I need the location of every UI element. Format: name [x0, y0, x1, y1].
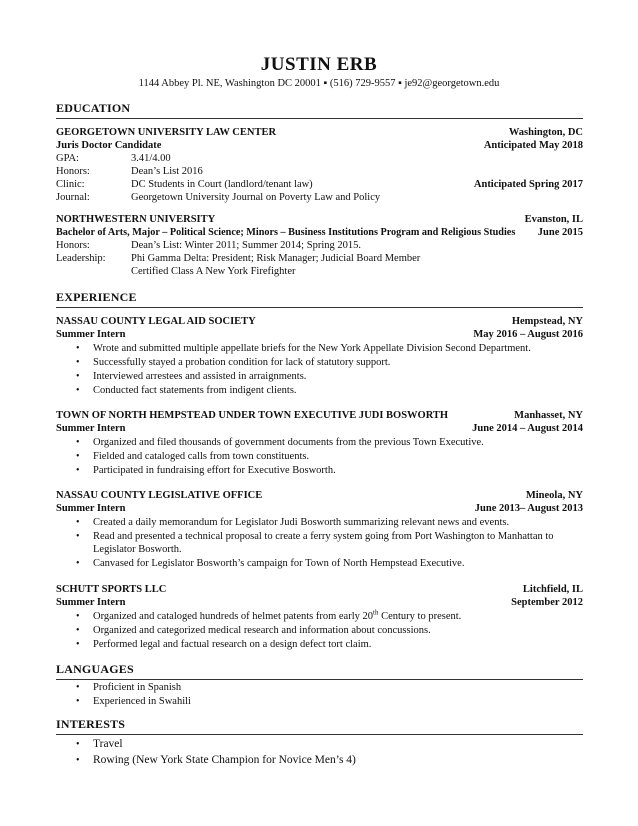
education-heading: EDUCATION — [56, 101, 583, 119]
interest-item: • Rowing (New York State Champion for Novice Men’s 4) — [76, 754, 356, 766]
northwestern-date: June 2015 — [537, 227, 583, 238]
job-date: September 2012 — [511, 597, 583, 608]
job-location: Manhasset, NY — [514, 410, 583, 421]
northwestern-location: Evanston, IL — [524, 214, 583, 225]
leadership-value: Phi Gamma Delta: President; Risk Manager; Judicial Board Member — [131, 253, 421, 264]
job-bullet: • Created a daily memorandum for Legislator Judi Bosworth summarizing relevant news and events. — [76, 517, 510, 528]
honors-label: Honors: — [56, 166, 90, 177]
job-bullet: • Canvased for Legislator Bosworth’s campaign for Town of North Hempstead Executive. — [76, 558, 465, 569]
job-location: Mineola, NY — [525, 490, 583, 501]
job-date: June 2014 – August 2014 — [472, 423, 583, 434]
interests-section — [56, 717, 583, 735]
leadership-label: Leadership: — [56, 253, 106, 264]
job-bullet: • Organized and filed thousands of government documents from the previous Town Executive. — [76, 437, 484, 448]
northwestern-school: NORTHWESTERN UNIVERSITY — [56, 214, 216, 225]
bullet-icon: • — [76, 755, 80, 766]
contact-line: 1144 Abbey Pl. NE, Washington DC 20001 ▪ (516) 729-9557 ▪ je92@georgetown.edu — [138, 78, 500, 89]
honors-value: Dean’s List 2016 — [131, 166, 203, 177]
education-section — [56, 101, 583, 119]
job-org: NASSAU COUNTY LEGAL AID SOCIETY — [56, 316, 256, 327]
interests-heading: INTERESTS — [56, 717, 583, 735]
job-org: NASSAU COUNTY LEGISLATIVE OFFICE — [56, 490, 263, 501]
job-location: Hempstead, NY — [511, 316, 583, 327]
interest-item: • Travel — [76, 738, 123, 750]
bullet-icon: • — [76, 465, 80, 476]
job-role: Summer Intern — [56, 597, 126, 608]
job-bullet: • Organized and categorized medical research and information about concussions. — [76, 625, 431, 636]
job-role: Summer Intern — [56, 329, 126, 340]
job-role: Summer Intern — [56, 503, 126, 514]
languages-heading: LANGUAGES — [56, 662, 583, 680]
job-bullet: • Organized and cataloged hundreds of helmet patents from early 20th Century to present. — [76, 608, 462, 622]
bullet-icon: • — [76, 385, 80, 396]
nw-honors-value: Dean’s List: Winter 2011; Summer 2014; Spring 2015. — [131, 240, 361, 251]
job-org: SCHUTT SPORTS LLC — [56, 584, 167, 595]
bullet-icon: • — [76, 625, 80, 636]
nw-honors-label: Honors: — [56, 240, 90, 251]
bullet-icon: • — [76, 531, 80, 542]
language-item: • Proficient in Spanish — [76, 682, 182, 693]
bullet-icon: • — [76, 517, 80, 528]
bullet-icon: • — [76, 343, 80, 354]
job-bullet: • Successfully stayed a probation condition for lack of statutory support. — [76, 357, 391, 368]
bullet-icon: • — [76, 682, 80, 693]
bullet-icon: • — [76, 357, 80, 368]
language-item: • Experienced in Swahili — [76, 696, 191, 707]
gpa-value: 3.41/4.00 — [131, 153, 171, 164]
experience-section — [56, 290, 583, 308]
bullet-icon: • — [76, 639, 80, 650]
job-bullet: • Participated in fundraising effort for Executive Bosworth. — [76, 465, 336, 476]
bullet-icon: • — [76, 739, 80, 750]
georgetown-date: Anticipated May 2018 — [483, 140, 583, 151]
job-bullet: • Wrote and submitted multiple appellate briefs for the New York Appellate Division Second Department. — [76, 343, 531, 354]
experience-heading: EXPERIENCE — [56, 290, 583, 308]
georgetown-school: GEORGETOWN UNIVERSITY LAW CENTER — [56, 127, 277, 138]
journal-value: Georgetown University Journal on Poverty Law and Policy — [131, 192, 381, 203]
georgetown-location: Washington, DC — [508, 127, 583, 138]
clinic-value: DC Students in Court (landlord/tenant law) — [131, 179, 313, 190]
bullet-icon: • — [76, 371, 80, 382]
leadership-value-2: Certified Class A New York Firefighter — [131, 266, 296, 277]
georgetown-degree: Juris Doctor Candidate — [56, 140, 162, 151]
job-location: Litchfield, IL — [522, 584, 583, 595]
clinic-label: Clinic: — [56, 179, 85, 190]
clinic-date: Anticipated Spring 2017 — [473, 179, 583, 190]
bullet-icon: • — [76, 611, 80, 622]
bullet-icon: • — [76, 451, 80, 462]
bullet-icon: • — [76, 558, 80, 569]
languages-section — [56, 662, 583, 680]
bullet-icon: • — [76, 696, 80, 707]
job-bullet: • Conducted fact statements from indigent clients. — [76, 385, 297, 396]
resume-name: JUSTIN ERB — [260, 54, 378, 75]
job-role: Summer Intern — [56, 423, 126, 434]
job-date: May 2016 – August 2016 — [473, 329, 583, 340]
job-bullet: • Fielded and cataloged calls from town constituents. — [76, 451, 310, 462]
bullet-icon: • — [76, 437, 80, 448]
job-bullet: • Performed legal and factual research on a design defect tort claim. — [76, 639, 372, 650]
journal-label: Journal: — [56, 192, 90, 203]
job-bullet: • Read and presented a technical proposal to create a ferry system going from Port Washington to Manhattan to Legislator Bosworth. — [76, 531, 554, 555]
job-date: June 2013– August 2013 — [474, 503, 583, 514]
job-bullet: • Interviewed arrestees and assisted in arraignments. — [76, 371, 307, 382]
job-org: TOWN OF NORTH HEMPSTEAD UNDER TOWN EXECUTIVE JUDI BOSWORTH — [56, 410, 449, 421]
northwestern-degree: Bachelor of Arts, Major – Political Science; Minors – Business Institutions Program and Religious Studies — [56, 227, 516, 238]
gpa-label: GPA: — [56, 153, 79, 164]
